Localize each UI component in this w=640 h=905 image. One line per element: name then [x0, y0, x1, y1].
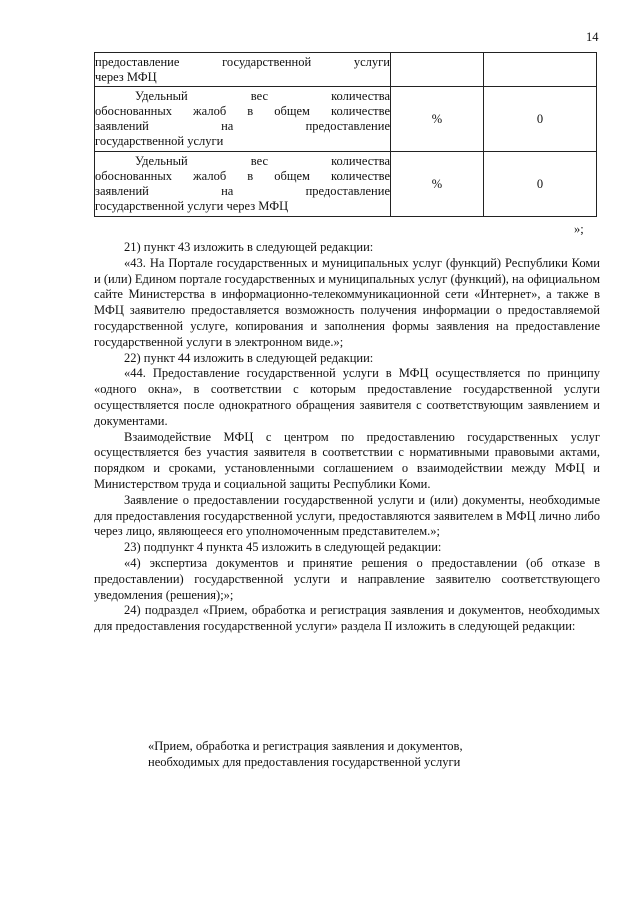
paragraph: 24) подраздел «Прием, обработка и регистрация заявления и документов, необходимых для предоставления государственной услуги» раздела II изложить в следующей редакции:: [94, 603, 600, 634]
table-cell-unit: %: [391, 87, 484, 152]
table-cell-description: [95, 152, 391, 217]
table-text-line: через МФЦ: [95, 69, 157, 84]
page-number: 14: [586, 30, 599, 44]
paragraph: «44. Предоставление государственной услуги в МФЦ осуществляется по принципу «одного окна», в соответствии с которым предоставление государственной услуги осуществляется после однократного обращения заявителя с соответствующим заявлением и документами.: [94, 366, 600, 428]
table-cell-description: [95, 87, 391, 152]
table-cell-value: 0: [484, 152, 597, 217]
closing-quote-mark: »;: [574, 222, 584, 236]
body-text: [94, 240, 600, 635]
paragraph: Заявление о предоставлении государственной услуги и (или) документы, необходимые для предоставления государственной услуги, предоставляются заявителем в МФЦ лично либо через лицо, являющееся его уполномоченным представителем.»;: [94, 492, 600, 539]
table-cell-unit: %: [391, 152, 484, 217]
table-text-line: государственной услуги через МФЦ: [95, 199, 289, 213]
paragraph: «4) экспертиза документов и принятие решения о предоставлении (об отказе в предоставлении) государственной услуги и направление заявителю соответствующего уведомления (решения);»;: [94, 555, 600, 602]
paragraph: 22) пункт 44 изложить в следующей редакции:: [124, 350, 374, 365]
table-cell-description: [95, 53, 391, 87]
paragraph: 23) подпункт 4 пункта 45 изложить в следующей редакции:: [124, 540, 442, 555]
table-text-line: обоснованных жалоб в общем количестве: [95, 169, 390, 183]
table-row: [95, 87, 597, 152]
paragraph: Взаимодействие МФЦ с центром по предоставлению государственных услуг осуществляется без участия заявителя в соответствии с нормативными правовыми актами, порядком и сроками, установленными соглашением о взаимодействии между МФЦ и Министерством труда и социальной защиты Республики Коми.: [94, 429, 600, 491]
table-text-line: обоснованных жалоб в общем количестве: [95, 104, 390, 118]
subsection-heading-line: необходимых для предоставления государственной услуги: [148, 755, 461, 769]
table-text-line: государственной услуги: [95, 134, 224, 148]
indicators-table: [94, 52, 597, 217]
table-cell-unit: [391, 53, 484, 87]
table-cell-value: 0: [484, 87, 597, 152]
subsection-heading-line: «Прием, обработка и регистрация заявления и документов,: [148, 739, 463, 753]
table-cell-value: [484, 53, 597, 87]
paragraph: «43. На Портале государственных и муниципальных услуг (функций) Республики Коми и (или) Едином портале государственных и муниципальных услуг (функций), на официальном сайте Министерства в информационно-телекоммуникационной сети «Интернет», а также в МФЦ заявителю предоставляется возможность получения информации о предоставляемой государственной услуге, копирования и заполнения формы заявления на предоставление государственной услуги в электронном виде.»;: [94, 255, 600, 349]
subsection-heading: [148, 738, 548, 770]
paragraph: 21) пункт 43 изложить в следующей редакции:: [124, 240, 374, 254]
table-text-line: заявлений на предоставление: [95, 184, 390, 198]
table-row: [95, 53, 597, 87]
table-text-line: заявлений на предоставление: [95, 119, 390, 133]
table-text-line: Удельный вес количества: [135, 89, 390, 103]
table-row: [95, 152, 597, 217]
table-text-line: предоставление государственной услуги: [95, 54, 390, 69]
table-text-line: Удельный вес количества: [135, 154, 390, 168]
